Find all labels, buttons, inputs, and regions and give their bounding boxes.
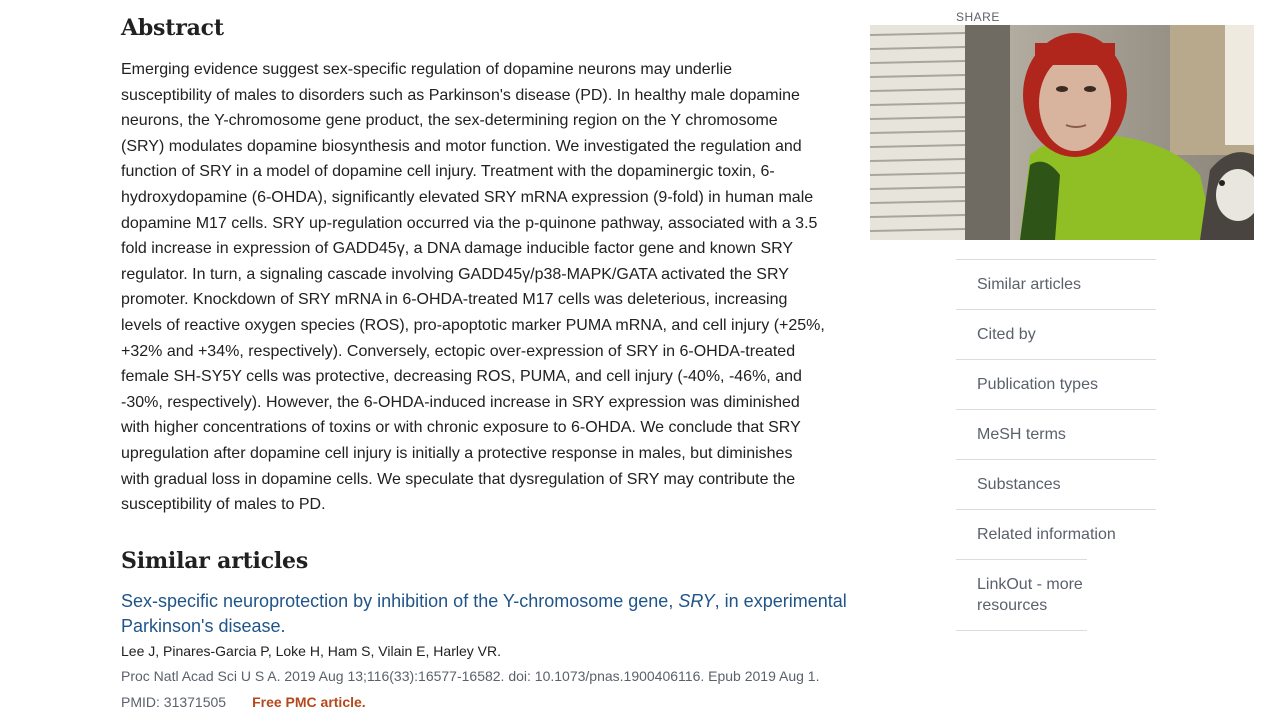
abstract-line: -30%, respectively). However, the 6-OHDA-induced increase in SRY expression was diminished [121,393,800,411]
share-label[interactable]: SHARE [956,10,1000,24]
abstract-line: female SH-SY5Y cells was protective, decreasing ROS, PUMA, and cell injury (-40%, -46%, and [121,368,802,386]
abstract-line: susceptibility of males to disorders such as Parkinson's disease (PD). In healthy male dopamine [121,86,800,104]
abstract-line: levels of reactive oxygen species (ROS), pro-apoptotic marker PUMA mRNA, and cell injury (+25%, [121,316,825,334]
abstract-line: +32% and +34%, respectively). Conversely, ectopic over-expression of SRY in 6-OHDA-treated [121,342,796,360]
sidebar-nav [956,259,1156,631]
sidebar-item-substances[interactable]: Substances [956,459,1156,509]
similar-article-title-link[interactable] [121,589,861,639]
article-citation: Proc Natl Acad Sci U S A. 2019 Aug 13;116(33):16577-16582. doi: 10.1073/pnas.1900406116. Epub 2019 Aug 1. [121,668,820,684]
similar-articles-heading: Similar articles [121,548,309,574]
abstract-line: dopamine M17 cells. SRY up-regulation occurred via the p-quinone pathway, associated with a 3.5 [121,214,818,232]
sidebar-item-related-information[interactable]: Related information [956,509,1156,559]
sidebar-item-linkout[interactable]: LinkOut - more resources [956,559,1087,631]
abstract-line: function of SRY in a model of dopamine cell injury. Treatment with the dopaminergic toxin, 6- [121,163,775,181]
webcam-video-frame [870,25,1254,240]
abstract-line: (SRY) modulates dopamine biosynthesis and motor function. We investigated the regulation and [121,137,802,155]
abstract-line: regulator. In turn, a signaling cascade involving GADD45γ/p38-MAPK/GATA activated the SRY [121,265,789,283]
abstract-text [121,57,879,518]
abstract-line: upregulation after dopamine cell injury is initially a protective response in males, but diminishes [121,444,793,462]
abstract-line: promoter. Knockdown of SRY mRNA in 6-OHDA-treated M17 cells was deleterious, increasing [121,291,788,309]
article-pmid: PMID: 31371505 [121,694,227,710]
sidebar-item-mesh-terms[interactable]: MeSH terms [956,409,1156,459]
article-authors: Lee J, Pinares-Garcia P, Loke H, Ham S, Vilain E, Harley VR. [121,643,501,659]
abstract-line: with higher concentrations of toxins or with chronic exposure to 6-OHDA. We conclude that SRY [121,419,801,437]
article-meta [121,694,366,710]
abstract-line: hydroxydopamine (6-OHDA), significantly elevated SRY mRNA expression (9-fold) in human male [121,188,814,206]
abstract-line: Emerging evidence suggest sex-specific regulation of dopamine neurons may underlie [121,61,733,78]
abstract-line: neurons, the Y-chromosome gene product, the sex-determining region on the Y chromosome [121,112,778,130]
abstract-line: susceptibility of males to PD. [121,496,326,514]
sidebar-item-cited-by[interactable]: Cited by [956,309,1156,359]
abstract-line: with gradual loss in dopamine cells. We speculate that dysregulation of SRY may contribute the [121,470,796,488]
abstract-line: fold increase in expression of GADD45γ, a DNA damage inducible factor gene and known SRY [121,240,794,258]
article-title-gene: SRY [678,591,715,611]
article-title-part-end: , in experimental Parkinson's disease. [121,591,847,636]
sidebar-item-publication-types[interactable]: Publication types [956,359,1156,409]
sidebar-item-similar-articles[interactable]: Similar articles [956,259,1156,309]
free-pmc-article-badge[interactable]: Free PMC article. [252,694,366,710]
abstract-heading: Abstract [121,15,224,41]
article-title-part: Sex-specific neuroprotection by inhibition of the Y-chromosome gene, [121,591,679,611]
webcam-overlay [870,25,1254,240]
